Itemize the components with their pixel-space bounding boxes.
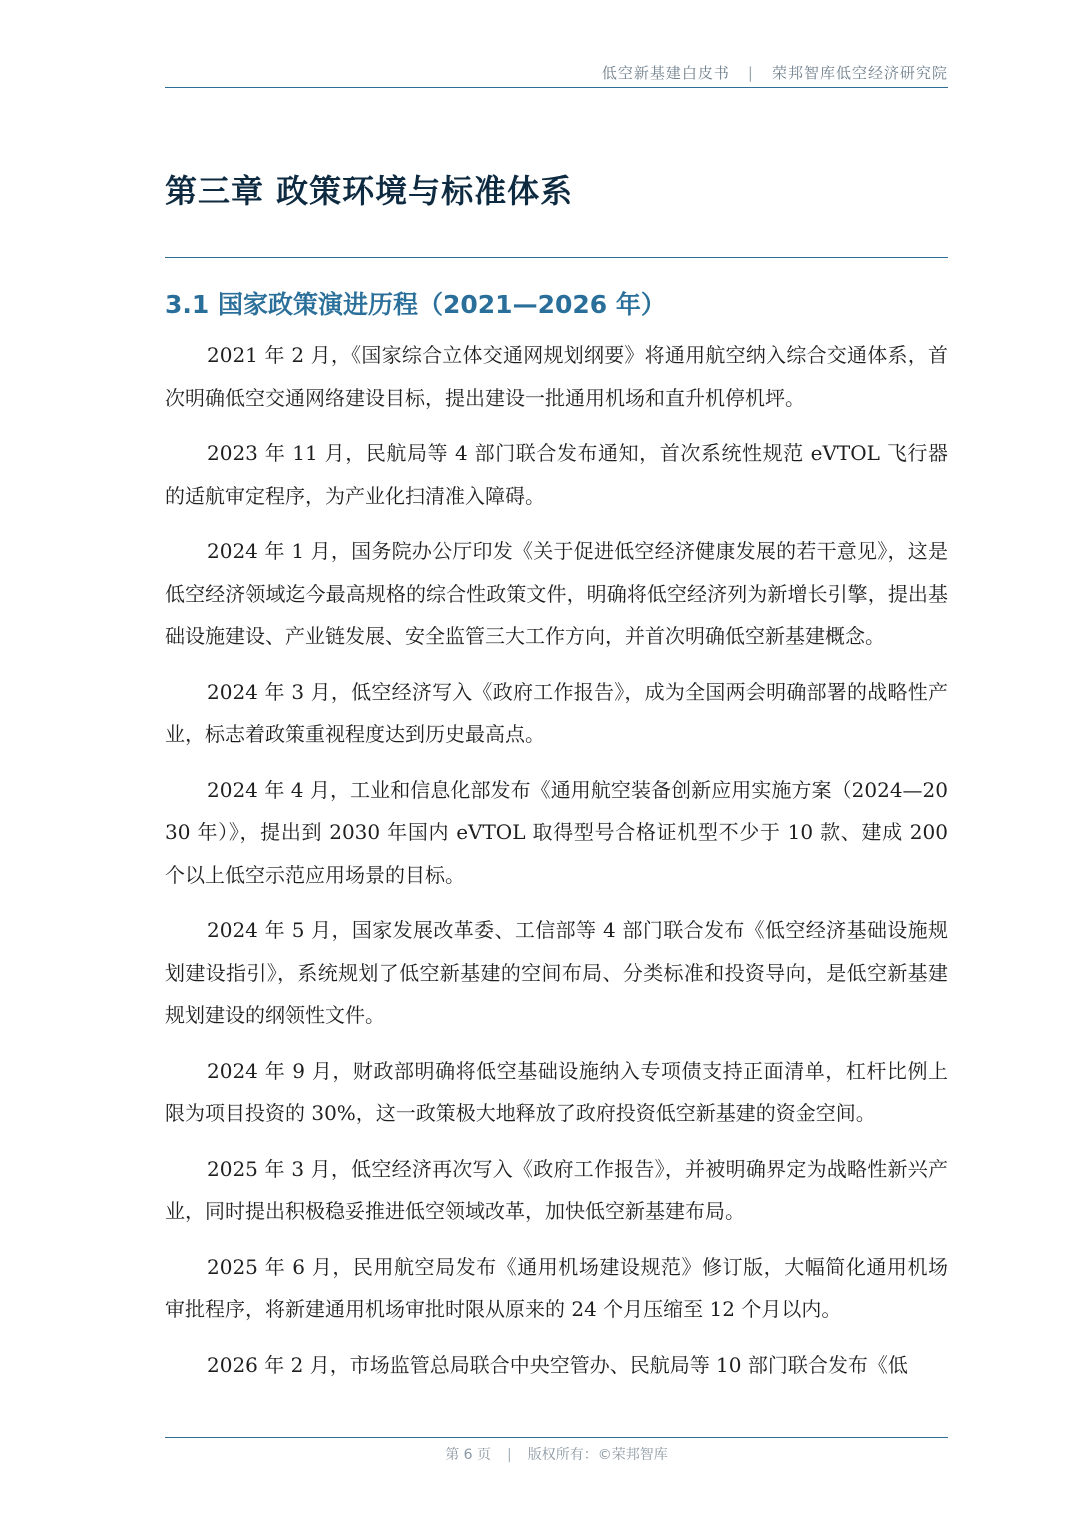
section-title: 3.1 国家政策演进历程（2021—2026 年）: [165, 290, 666, 319]
paragraph: 2021 年 2 月，《国家综合立体交通网规划纲要》将通用航空纳入综合交通体系，首次明确低空交通网络建设目标，提出建设一批通用机场和直升机停机坪。: [165, 343, 948, 410]
paragraph: 2024 年 9 月，财政部明确将低空基础设施纳入专项债支持正面清单，杠杆比例上限为项目投资的 30%，这一政策极大地释放了政府投资低空新基建的资金空间。: [165, 1058, 948, 1125]
paragraph: 2023 年 11 月，民航局等 4 部门联合发布通知，首次系统性规范 eVTOL 飞行器的适航审定程序，为产业化扫清准入障碍。: [165, 441, 948, 508]
header-rule: [165, 87, 948, 88]
paragraph: 2024 年 3 月，低空经济写入《政府工作报告》，成为全国两会明确部署的战略性产业，标志着政策重视程度达到历史最高点。: [165, 679, 948, 746]
body-text: [165, 334, 948, 1399]
header-separator: |: [747, 64, 754, 82]
running-header: [165, 62, 948, 88]
page-number: 第 6 页: [445, 1447, 492, 1463]
chapter-title: 第三章 政策环境与标准体系: [165, 172, 574, 210]
footer-separator: |: [507, 1447, 512, 1463]
paragraph: 2024 年 4 月，工业和信息化部发布《通用航空装备创新应用实施方案（2024—2030 年）》，提出到 2030 年国内 eVTOL 取得型号合格证机型不少于 10 款、建成 200 个以上低空示范应用场景的目标。: [165, 777, 948, 887]
paragraph: 2024 年 1 月，国务院办公厅印发《关于促进低空经济健康发展的若干意见》，这是低空经济领域迄今最高规格的综合性政策文件，明确将低空经济列为新增长引擎，提出基础设施建设、产业链发展、安全监管三大工作方向，并首次明确低空新基建概念。: [165, 539, 948, 648]
paragraph: 2024 年 5 月，国家发展改革委、工信部等 4 部门联合发布《低空经济基础设施规划建设指引》，系统规划了低空新基建的空间布局、分类标准和投资导向，是低空新基建规划建设的纲领性文件。: [165, 918, 948, 1027]
page-footer: [165, 1444, 948, 1464]
footer-rule: [165, 1437, 948, 1438]
paragraph: 2025 年 3 月，低空经济再次写入《政府工作报告》，并被明确界定为战略性新兴产业，同时提出积极稳妥推进低空领域改革，加快低空新基建布局。: [165, 1156, 948, 1223]
header-publisher: 荣邦智库低空经济研究院: [771, 64, 948, 82]
paragraph: 2025 年 6 月，民用航空局发布《通用机场建设规范》修订版，大幅简化通用机场审批程序，将新建通用机场审批时限从原来的 24 个月压缩至 12 个月以内。: [165, 1254, 948, 1321]
paragraph: 2026 年 2 月，市场监管总局联合中央空管办、民航局等 10 部门联合发布《低: [207, 1352, 908, 1377]
header-doc-title: 低空新基建白皮书: [601, 64, 730, 82]
chapter-divider: [165, 257, 948, 258]
copyright-text: 版权所有：©荣邦智库: [527, 1447, 668, 1463]
